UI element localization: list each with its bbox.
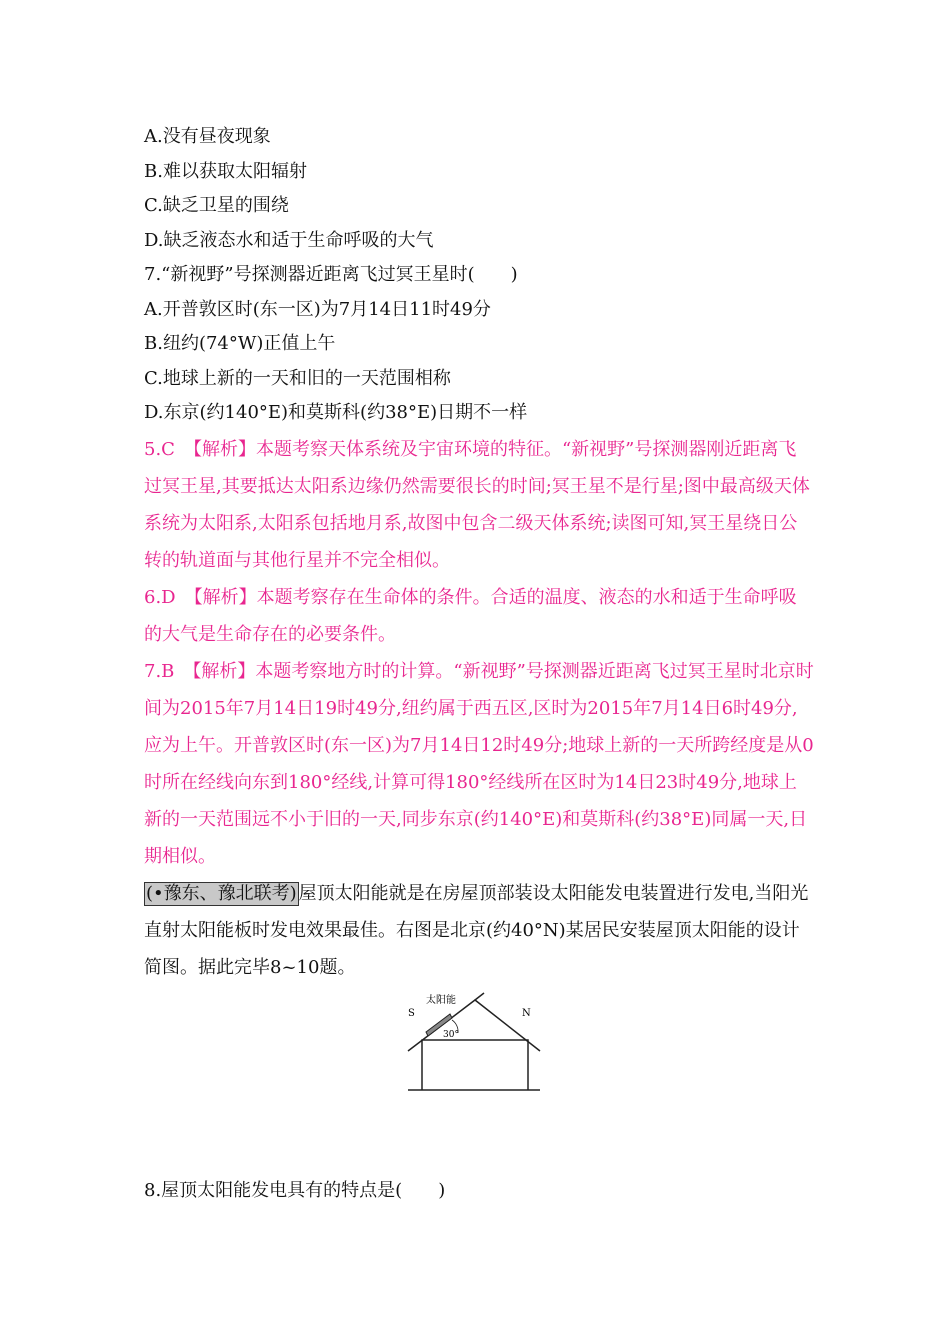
intro-text: 屋顶太阳能就是在房屋顶部装设太阳能发电装置进行发电,当阳光直射太阳能板时发电效果最佳。右图是北京(约40°N)某居民安装屋顶太阳能的设计简图。据此完毕8~10题。: [144, 882, 809, 978]
answer-6: 6.D 【解析】本题考察存在生命体的条件。合适的温度、液态的水和适于生命呼吸的大气是生命存在的必要条件。: [144, 586, 797, 645]
panel-label: 太阳能: [426, 995, 456, 1006]
q7-option-c: C.地球上新的一天和旧的一天范围相称: [144, 367, 451, 389]
north-label: N: [522, 1008, 531, 1019]
q7-option-d: D.东京(约140°E)和莫斯科(约38°E)日期不一样: [144, 402, 528, 423]
q8-stem: 8.屋顶太阳能发电具有的特点是( ): [144, 1180, 446, 1201]
solar-roof-diagram: [400, 980, 550, 1115]
intro-paragraph: [144, 875, 814, 986]
angle-label: 30°: [443, 1030, 459, 1040]
q6-option-a: A.没有昼夜现象: [144, 126, 271, 147]
source-tag: (•豫东、豫北联考): [146, 882, 297, 904]
q7-stem: 7.“新视野”号探测器近距离飞过冥王星时( ): [144, 264, 518, 285]
q6-option-b: B.难以获取太阳辐射: [144, 160, 307, 182]
q7-option-b: B.纽约(74°W)正值上午: [144, 333, 336, 354]
q6-option-d: D.缺乏液态水和适于生命呼吸的大气: [144, 229, 434, 251]
page-content: [144, 120, 814, 986]
q6-option-c: C.缺乏卫星的围绕: [144, 195, 289, 216]
south-label: S: [408, 1008, 415, 1019]
answer-5: 5.C 【解析】本题考察天体系统及宇宙环境的特征。“新视野”号探测器刚近距离飞过冥王星,其要抵达太阳系边缘仍然需要很长的时间;冥王星不是行星;图中最高级天体系统为太阳系,太阳系包括地月系,故图中包含二级天体系统;读图可知,冥王星绕日公转的轨道面与其他行星并不完全相似。: [144, 438, 810, 571]
q7-option-a: A.开普敦区时(东一区)为7月14日11时49分: [144, 298, 491, 320]
answer-7: 7.B 【解析】本题考察地方时的计算。“新视野”号探测器近距离飞过冥王星时北京时间为2015年7月14日19时49分,纽约属于西五区,区时为2015年7月14日6时49分,应为上午。开普敦区时(东一区)为7月14日12时49分;地球上新的一天所跨经度是从0时所在经线向东到180°经线,计算可得180°经线所在区时为14日23时49分,地球上新的一天范围远不小于旧的一天,同步东京(约140°E)和莫斯科(约38°E)同属一天,日期相似。: [144, 660, 814, 867]
